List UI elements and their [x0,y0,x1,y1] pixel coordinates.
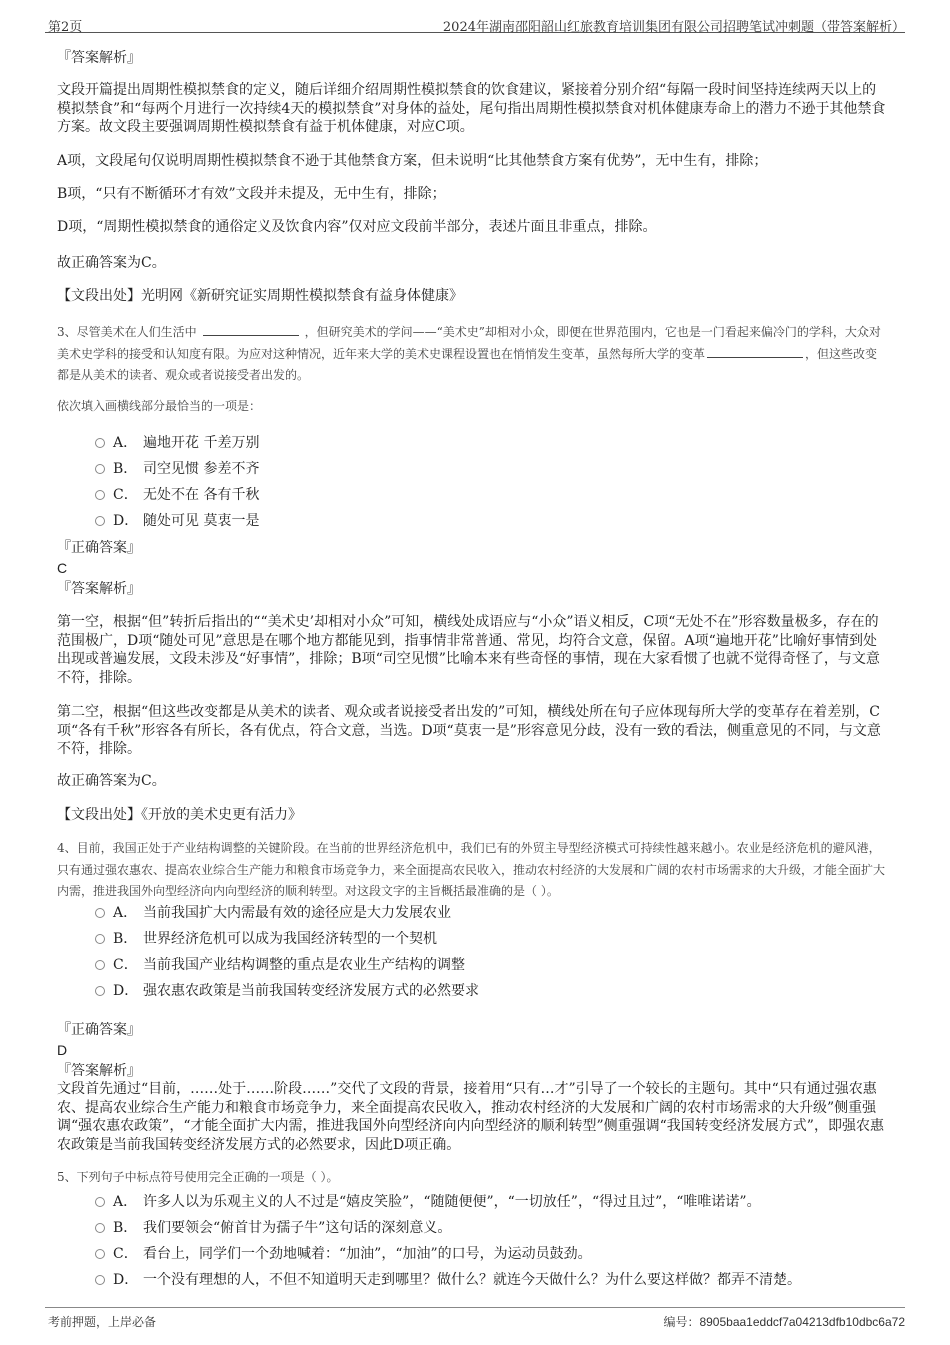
q2-analysis-label: 『答案解析』 [57,50,141,66]
page-footer [0,1307,950,1345]
q2-analysis-paragraph: A项，文段尾句仅说明周期性模拟禁食不逊于其他禁食方案，但未说明“比其他禁食方案有优势”，无中生有，排除； [57,153,768,169]
q3-analysis-paragraph: 第一空，根据“但”转折后指出的““美术史’却相对小众”可知，横线处成语应与“小众”语义相反，C项“无处不在”形容数量极多，存在的范围极广，D项“随处可见”意思是在哪个地方都能见到，指事情非常普通、常见，均符合文意，保留。A项“遍地开花”比喻好事情到处出现或普遍发展，文段未涉及“好事情”，排除；B项“司空见惯”比喻本来有些奇怪的事情，现在大家看惯了也就不觉得奇怪了，与文意不符，排除。 [57,614,880,686]
q3-conclusion: 故正确答案为C。 [57,773,166,789]
q4-correct-label: 『正确答案』 [57,1022,141,1038]
q3-option-b[interactable]: B． 司空见惯 参差不齐 [95,460,259,478]
q4-analysis-paragraph: 文段首先通过“目前，……处于……阶段……”交代了文段的背景，接着用“只有…才”引导了一个较长的主题句。其中“只有通过强农惠农、提高农业综合生产能力和粮食市场竞争力，来全面提高农民收入，推动农村经济的大发展和广阔的农村市场需求的大升级”侧重强调“强农惠农政策”，“才能全面扩大内需，推进我国外向型经济向内向型经济的顺利转型”侧重强调“我国转变经济发展方式”，即强农惠农政策是当前我国转变经济发展方式的必然要求，因此D项正确。 [57,1081,884,1153]
q5-option-b[interactable]: B． 我们要领会“俯首甘为孺子牛”这句话的深刻意义。 [95,1219,451,1237]
radio-icon[interactable] [95,960,105,970]
q5-option-c[interactable]: C． 看台上，同学们一个劲地喊着：“加油”，“加油”的口号，为运动员鼓劲。 [95,1245,592,1263]
document-code: 编号：8905baa1eddcf7a04213dfb10dbc6a72 [663,1315,905,1329]
q3-analysis-label: 『答案解析』 [57,581,141,597]
q5-option-a[interactable]: A． 许多人以为乐观主义的人不过是“嬉皮笑脸”，“随随便便”，“一切放任”，“得过且过”，“唯唯诺诺”。 [95,1193,761,1211]
q4-option-d[interactable]: D． 强农惠农政策是当前我国转变经济发展方式的必然要求 [95,982,479,1000]
q3-correct-answer: C [57,560,68,576]
q3-source: 【文段出处】《开放的美术史更有活力》 [57,807,302,823]
q3-option-a[interactable]: A． 遍地开花 千差万别 [95,434,259,452]
radio-icon[interactable] [95,464,105,474]
footer-divider [45,1307,905,1308]
radio-icon[interactable] [95,934,105,944]
q2-source: 【文段出处】光明网《新研究证实周期性模拟禁食有益身体健康》 [57,288,463,304]
header-divider [45,32,905,33]
page-number: 第2页 [48,20,83,35]
q3-option-c[interactable]: C． 无处不在 各有千秋 [95,486,259,504]
q5-option-d[interactable]: D． 一个没有理想的人，不但不知道明天走到哪里？做什么？就连今天做什么？为什么要这样做？都弄不清楚。 [95,1271,801,1289]
radio-icon[interactable] [95,986,105,996]
q2-analysis-paragraph: 文段开篇提出周期性模拟禁食的定义，随后详细介绍周期性模拟禁食的饮食建议，紧接着分别介绍“每隔一段时间坚持连续两天以上的模拟禁食”和“每两个月进行一次持续4天的模拟禁食”对身体的益处，尾句指出周期性模拟禁食对机体健康寿命上的潜力不逊于其他禁食方案。故文段主要强调周期性模拟禁食有益于机体健康，对应C项。 [57,82,886,135]
q3-prompt: 依次填入画横线部分最恰当的一项是： [57,399,262,413]
q5-stem: 5、下列句子中标点符号使用完全正确的一项是（ ）。 [57,1170,339,1184]
q3-correct-label: 『正确答案』 [57,540,141,556]
radio-icon[interactable] [95,1249,105,1259]
q4-correct-answer: D [57,1042,68,1058]
fill-blank [203,323,299,336]
footer-slogan: 考前押题，上岸必备 [48,1315,157,1329]
radio-icon[interactable] [95,1197,105,1207]
q4-option-c[interactable]: C． 当前我国产业结构调整的重点是农业生产结构的调整 [95,956,465,974]
q2-analysis-paragraph: D项，“周期性模拟禁食的通俗定义及饮食内容”仅对应文段前半部分，表述片面且非重点，排除。 [57,219,657,235]
radio-icon[interactable] [95,908,105,918]
q2-conclusion: 故正确答案为C。 [57,255,166,271]
radio-icon[interactable] [95,438,105,448]
q4-stem: 4、目前，我国正处于产业结构调整的关键阶段。在当前的世界经济危机中，我们已有的外贸主导型经济模式可持续性越来越小。农业是经济危机的避风港，只有通过强农惠农、提高农业综合生产能力和粮食市场竞争力，来全面提高农民收入，推动农村经济的大发展和广阔的农村市场需求的大升级，才能全面扩大内需，推进我国外向型经济向内向型经济的顺利转型。对这段文字的主旨概括最准确的是（ ）。 [57,841,886,898]
radio-icon[interactable] [95,1275,105,1285]
q4-option-a[interactable]: A． 当前我国扩大内需最有效的途径应是大力发展农业 [95,904,451,922]
q3-option-d[interactable]: D． 随处可见 莫衷一是 [95,512,259,530]
q4-analysis-label: 『答案解析』 [57,1063,141,1079]
page-header [0,0,950,33]
q3-analysis-paragraph: 第二空，根据“但这些改变都是从美术的读者、观众或者说接受者出发的”可知，横线处所在句子应体现每所大学的变革存在着差别，C项“各有千秋”形容各有所长，各有优点，符合文意，当选。D项“莫衷一是”形容意见分歧，没有一致的看法，侧重意见的不同，与文意不符，排除。 [57,704,881,757]
q3-stem: 3、尽管美术在人们生活中 ，但研究美术的学问——“美术史”却相对小众，即便在世界范围内，它也是一门看起来偏冷门的学科，大众对美术史学科的接受和认知度有限。为应对这种情况，近年来大学的美术史课程设置也在悄悄发生变革，虽然每所大学的变革 ，但这些改变都是从美术的读者、观众或者说接受者出发的。 [57,325,881,382]
radio-icon[interactable] [95,1223,105,1233]
radio-icon[interactable] [95,516,105,526]
q2-analysis-paragraph: B项，“只有不断循环才有效”文段并未提及，无中生有，排除； [57,186,446,202]
q4-option-b[interactable]: B． 世界经济危机可以成为我国经济转型的一个契机 [95,930,437,948]
document-title: 2024年湖南邵阳韶山红旅教育培训集团有限公司招聘笔试冲刺题（带答案解析） [442,20,905,35]
fill-blank [707,345,803,358]
radio-icon[interactable] [95,490,105,500]
